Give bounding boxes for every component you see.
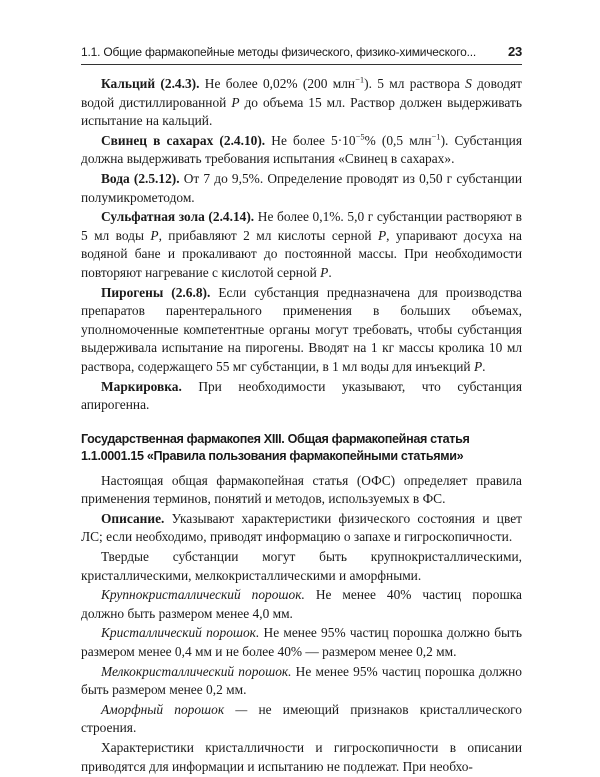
pyrogens-label: Пирогены (2.6.8). <box>101 284 211 300</box>
crystalline-powder-text: Не менее 95% частиц порошка должно быть размером менее 0,4 мм и не более 40% — размером менее 0,2 мм. <box>81 625 522 660</box>
paragraph-pyrogens <box>81 284 522 377</box>
paragraph-amorphous-powder <box>81 701 522 738</box>
paragraph-lead <box>81 132 522 169</box>
paragraph-intro: Настоящая общая фармакопейная статья (ОФС) определяет правила применения терминов, понятий и методов, используемых в ФС. <box>81 472 522 507</box>
ash-var-p-3: P <box>320 264 329 280</box>
ash-text-3: , упаривают досуха на водяной бане и прокаливают до постоянной массы. При необходимости повторяют нагревание с кислотой серной <box>81 227 522 280</box>
lead-exponent-2: −1 <box>431 131 441 142</box>
lead-text-3: ). Субстанция должна выдерживать требования испытания «Свинец в сахарах». <box>81 132 522 167</box>
ash-var-p-2: P <box>377 227 387 243</box>
sulfated-ash-label: Сульфатная зола (2.4.14). <box>101 209 255 225</box>
paragraph-sulfated-ash <box>81 208 522 282</box>
amorphous-powder-text: не имеющий признаков кристаллического строения. <box>81 701 523 736</box>
calcium-exponent: −1 <box>355 74 365 85</box>
paragraph-crystalline-powder <box>81 624 522 661</box>
ash-var-p-1: P <box>150 227 159 243</box>
description-label: Описание. <box>101 510 165 526</box>
ash-text-1: Не более 0,1%. 5,0 г субстанции растворяют в 5 мл воды <box>81 209 522 243</box>
lead-text-1: Не более 5·10 <box>265 132 356 148</box>
labelling-text: При необходимости указывают, что субстанция апирогенна. <box>81 378 522 413</box>
coarse-powder-text: Не менее 40% частиц порошка должно быть размером менее 4,0 мм. <box>81 587 523 621</box>
calcium-text-3: доводят водой дистиллированной <box>81 76 522 110</box>
paragraph-fine-powder <box>81 663 522 700</box>
pyrogens-text-2: . <box>482 358 486 374</box>
fine-powder-text: Не менее 95% частиц порошка должно быть размером менее 0,2 мм. <box>81 663 522 698</box>
calcium-var-p: P <box>231 94 240 110</box>
paragraph-closing: Характеристики кристалличности и гигроскопичности в описании приводятся для информации и испытанию не подлежат. При необхо- <box>81 740 522 774</box>
water-text: От 7 до 9,5%. Определение проводят из 0,50 г субстанции полумикрометодом. <box>81 170 522 205</box>
labelling-label: Маркировка. <box>101 378 182 394</box>
book-page <box>81 44 522 777</box>
paragraph-labelling <box>81 378 522 415</box>
fine-powder-term: Мелкокристаллический порошок. <box>101 663 292 679</box>
lead-label: Свинец в сахарах (2.4.10). <box>101 132 266 148</box>
coarse-powder-term: Крупнокристаллический порошок. <box>101 587 305 603</box>
running-header <box>81 44 522 65</box>
paragraph-calcium <box>81 75 522 131</box>
page-body <box>81 75 522 776</box>
pyrogens-var-p: P <box>473 358 483 374</box>
running-title: 1.1. Общие фармакопейные методы физического, физико-химического... <box>81 45 477 59</box>
paragraph-coarse-powder <box>81 586 522 623</box>
calcium-text-4: до объема 15 мл. Раствор должен выдерживать испытание на кальций. <box>81 94 522 129</box>
amorphous-powder-term: Аморфный порошок — <box>101 701 248 717</box>
lead-exponent-1: −5 <box>355 131 365 142</box>
ash-text-4: . <box>328 264 332 280</box>
pyrogens-text-1: Если субстанция предназначена для производства препаратов парентерального применения в больших объемах, уполномоченные компетентные органы могут требовать, чтобы субстанция выдерживала испытание на пирогены. Вводят на 1 кг массы кролика 10 мл раствора, содержащего 55 мг субстанции, в 1 мл воды для инъекций <box>81 284 522 374</box>
calcium-label: Кальций (2.4.3). <box>101 76 200 91</box>
crystalline-powder-term: Кристаллический порошок. <box>101 625 260 641</box>
paragraph-description <box>81 510 522 547</box>
calcium-var-s: S <box>465 76 472 91</box>
calcium-text-1: Не более 0,02% (200 млн <box>199 76 356 91</box>
lead-text-2: % (0,5 млн <box>364 132 432 148</box>
paragraph-water <box>81 170 522 207</box>
ash-text-2: , прибавляют 2 мл кислоты серной <box>158 227 378 243</box>
section-heading: Государственная фармакопея XIII. Общая фармакопейная статья 1.1.0001.15 «Правила пользования фармакопейными статьями» <box>81 431 470 463</box>
description-text: Указывают характеристики физического состояния и цвет ЛС; если необходимо, приводят информацию о запахе и гигроскопичности. <box>81 510 522 545</box>
water-label: Вода (2.5.12). <box>101 170 180 186</box>
calcium-text-2: ). 5 мл раствора <box>364 76 466 91</box>
page-number: 23 <box>507 44 522 59</box>
paragraph-solids: Твердые субстанции могут быть крупнокристаллическими, кристаллическими, мелкокристаллическими и аморфными. <box>81 549 522 583</box>
